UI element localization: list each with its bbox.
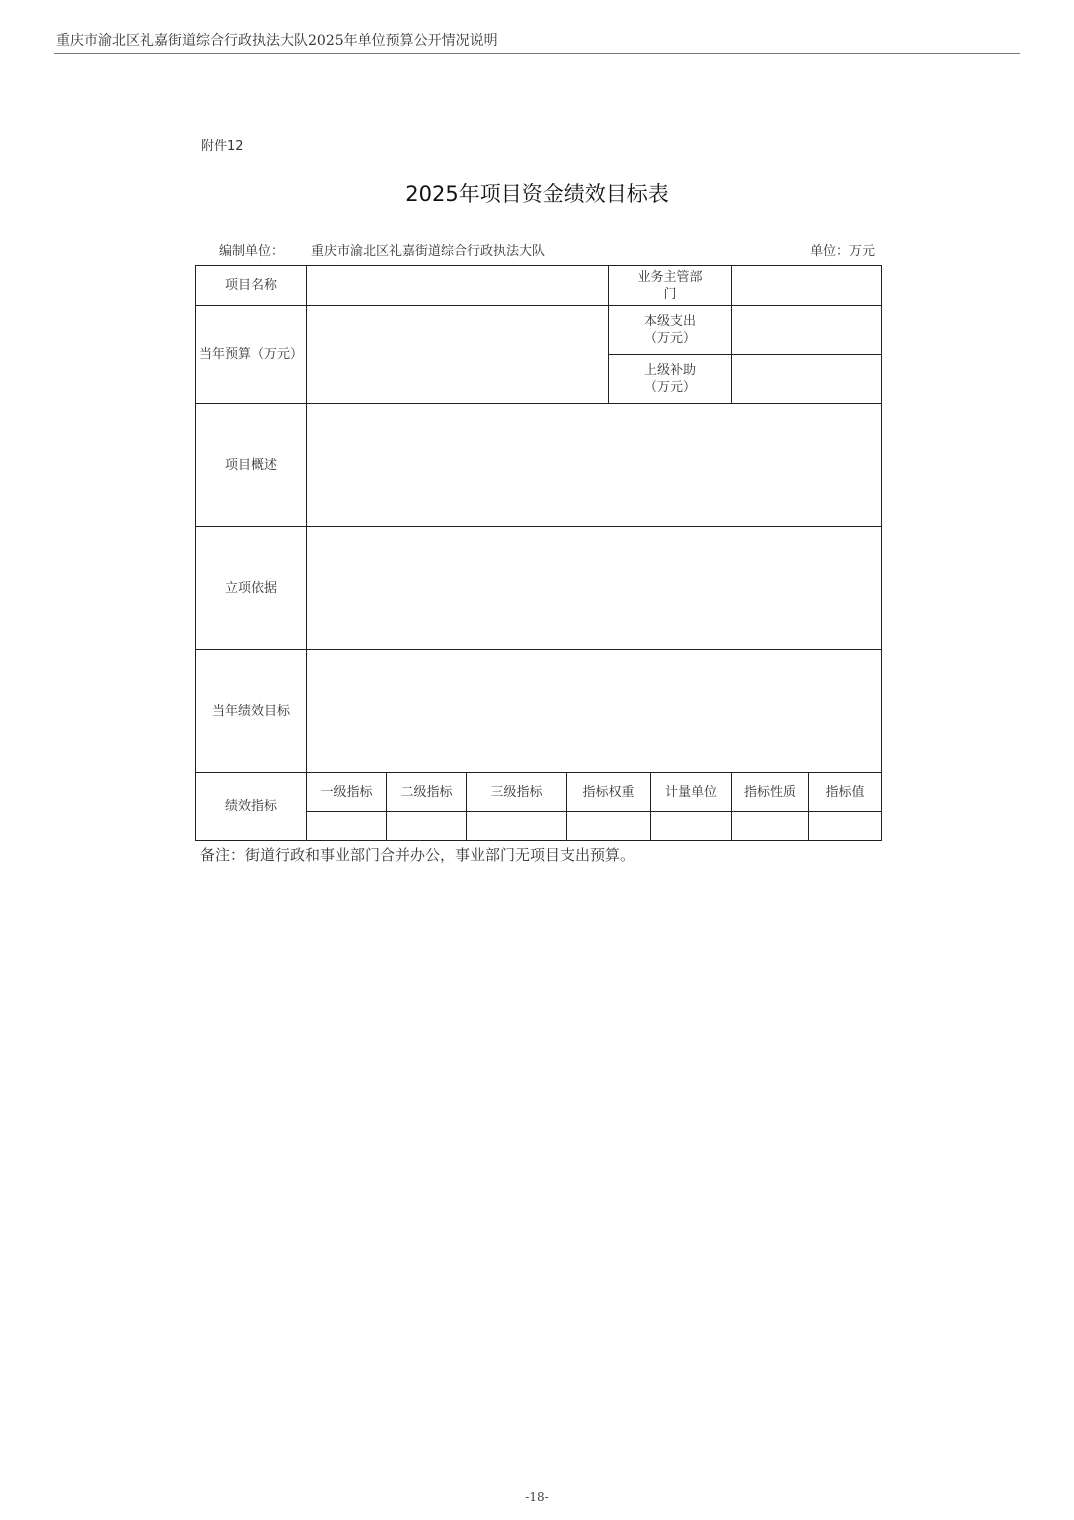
project-name-label: 项目名称 — [196, 266, 307, 306]
subsidy-value — [732, 355, 882, 404]
nature-cell — [732, 812, 809, 841]
project-name-value — [307, 266, 609, 306]
value-cell — [809, 812, 882, 841]
level1-cell — [307, 812, 387, 841]
own-spending-label — [609, 306, 732, 355]
overview-value — [307, 404, 882, 527]
level2-cell — [387, 812, 467, 841]
subsidy-line2: （万元） — [644, 380, 697, 395]
weight-cell — [567, 812, 651, 841]
dept-label — [609, 266, 732, 306]
col-value: 指标值 — [809, 773, 882, 812]
basis-value — [307, 527, 882, 650]
col-unit: 计量单位 — [651, 773, 732, 812]
budget-label: 当年预算（万元） — [196, 306, 307, 404]
dept-label-line1: 业务主管部 — [637, 269, 703, 285]
col-level2: 二级指标 — [387, 773, 467, 812]
col-weight: 指标权重 — [567, 773, 651, 812]
header-divider — [54, 53, 1020, 54]
indicators-label: 绩效指标 — [196, 773, 307, 841]
unit-cell — [651, 812, 732, 841]
currency-unit: 单位：万元 — [810, 244, 876, 259]
level3-cell — [467, 812, 567, 841]
own-spending-value — [732, 306, 882, 355]
own-spending-line2: （万元） — [644, 331, 697, 346]
overview-label: 项目概述 — [196, 404, 307, 527]
dept-label-line2: 门 — [663, 286, 677, 302]
dept-value — [732, 266, 882, 306]
subsidy-line1: 上级补助 — [644, 363, 697, 378]
goal-value — [307, 650, 882, 773]
goal-label: 当年绩效目标 — [196, 650, 307, 773]
subsidy-label — [609, 355, 732, 404]
compiling-unit-label: 编制单位： — [219, 244, 285, 259]
own-spending-line1: 本级支出 — [644, 314, 697, 329]
basis-label: 立项依据 — [196, 527, 307, 650]
budget-value — [307, 306, 609, 404]
page-title: 2025年项目资金绩效目标表 — [405, 182, 669, 206]
page-number: -18- — [525, 1490, 549, 1504]
col-level1: 一级指标 — [307, 773, 387, 812]
col-nature: 指标性质 — [732, 773, 809, 812]
attachment-label: 附件12 — [201, 139, 244, 154]
document-header: 重庆市渝北区礼嘉街道综合行政执法大队2025年单位预算公开情况说明 — [56, 33, 498, 49]
col-level3: 三级指标 — [467, 773, 567, 812]
footnote: 备注：街道行政和事业部门合并办公，事业部门无项目支出预算。 — [200, 846, 636, 864]
compiling-unit-value: 重庆市渝北区礼嘉街道综合行政执法大队 — [311, 244, 546, 259]
performance-target-table — [195, 265, 882, 841]
